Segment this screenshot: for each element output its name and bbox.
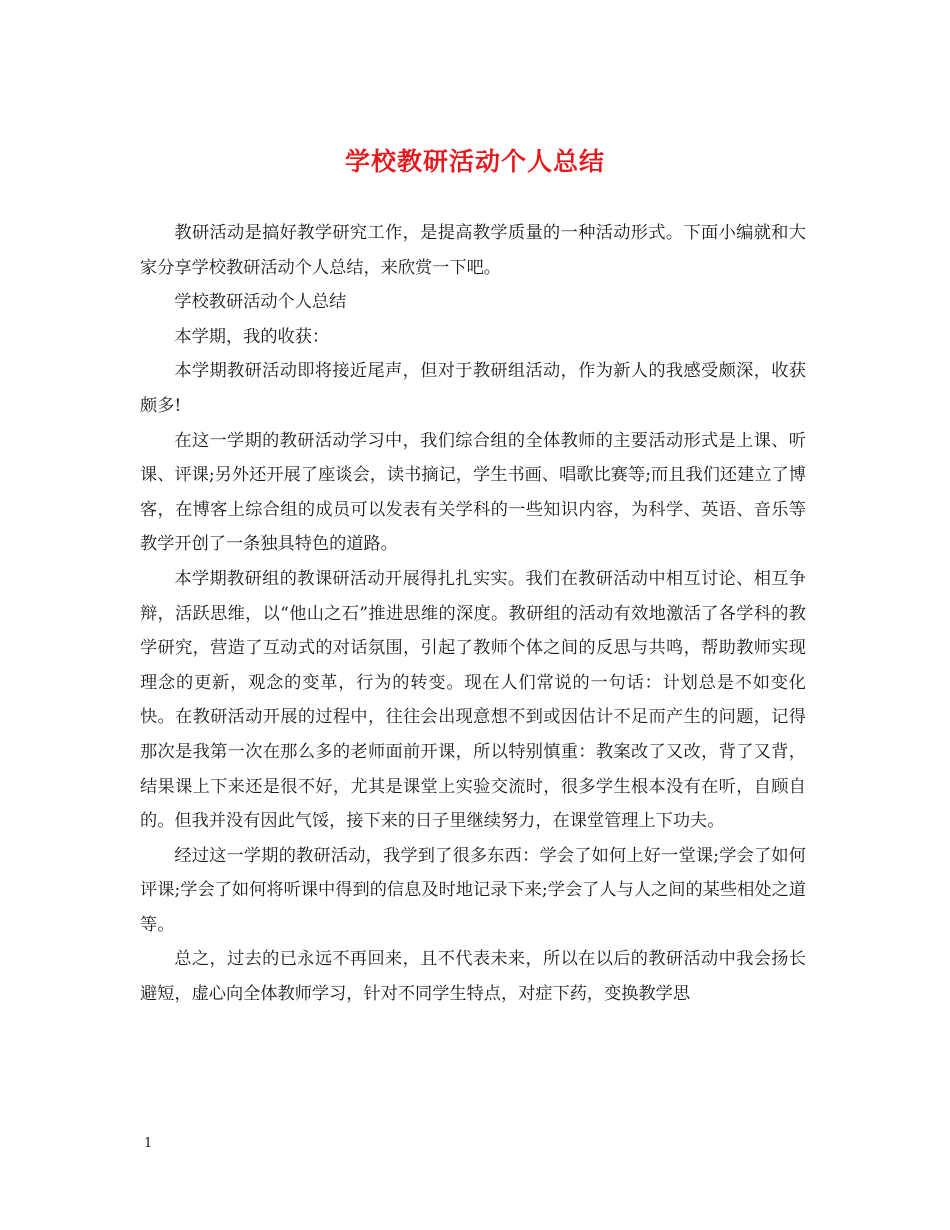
paragraph-feelings: 本学期教研活动即将接近尾声，但对于教研组活动，作为新人的我感受颇深，收获颇多! [140,361,806,416]
document-body [140,216,806,1012]
page-number: 1 [144,1136,153,1151]
paragraph-subtitle: 学校教研活动个人总结 [174,292,347,313]
paragraph-harvest-heading: 本学期，我的收获： [174,326,330,347]
paragraph-activities: 在这一学期的教研活动学习中，我们综合组的全体教师的主要活动形式是上课、听课、评课;另外还开展了座谈会，读书摘记，学生书画、唱歌比赛等;而且我们还建立了博客，在博客上综合组的成员可以发表有关学科的一些知识内容，为科学、英语、音乐等教学开创了一条独具特色的道路。 [140,430,806,555]
paragraph-conclusion: 总之，过去的已永远不再回来，且不代表未来，所以在以后的教研活动中我会扬长避短，虚心向全体教师学习，针对不同学生特点，对症下药，变换教学思 [140,949,806,1005]
paragraph-intro: 教研活动是搞好教学研究工作，是提高教学质量的一种活动形式。下面小编就和大家分享学校教研活动个人总结，来欣赏一下吧。 [140,223,806,278]
document-title: 学校教研活动个人总结 [344,147,605,176]
paragraph-research: 本学期教研组的教课研活动开展得扎扎实实。我们在教研活动中相互讨论、相互争辩，活跃思维，以“他山之石”推进思维的深度。教研组的活动有效地激活了各学科的教学研究，营造了互动式的对话氛围，引起了教师个体之间的反思与共鸣，帮助教师实现理念的更新，观念的变革，行为的转变。现在人们常说的一句话：计划总是不如变化快。在教研活动开展的过程中，往往会出现意想不到或因估计不足而产生的问题，记得那次是我第一次在那么多的老师面前开课，所以特别慎重：教案改了又改，背了又背，结果课上下来还是很不好，尤其是课堂上实验交流时，很多学生根本没有在听，自顾自的。但我并没有因此气馁，接下来的日子里继续努力，在课堂管理上下功夫。 [140,568,806,832]
paragraph-learnings: 经过这一学期的教研活动，我学到了很多东西：学会了如何上好一堂课;学会了如何评课;学会了如何将听课中得到的信息及时地记录下来;学会了人与人之间的某些相处之道等。 [140,845,806,935]
